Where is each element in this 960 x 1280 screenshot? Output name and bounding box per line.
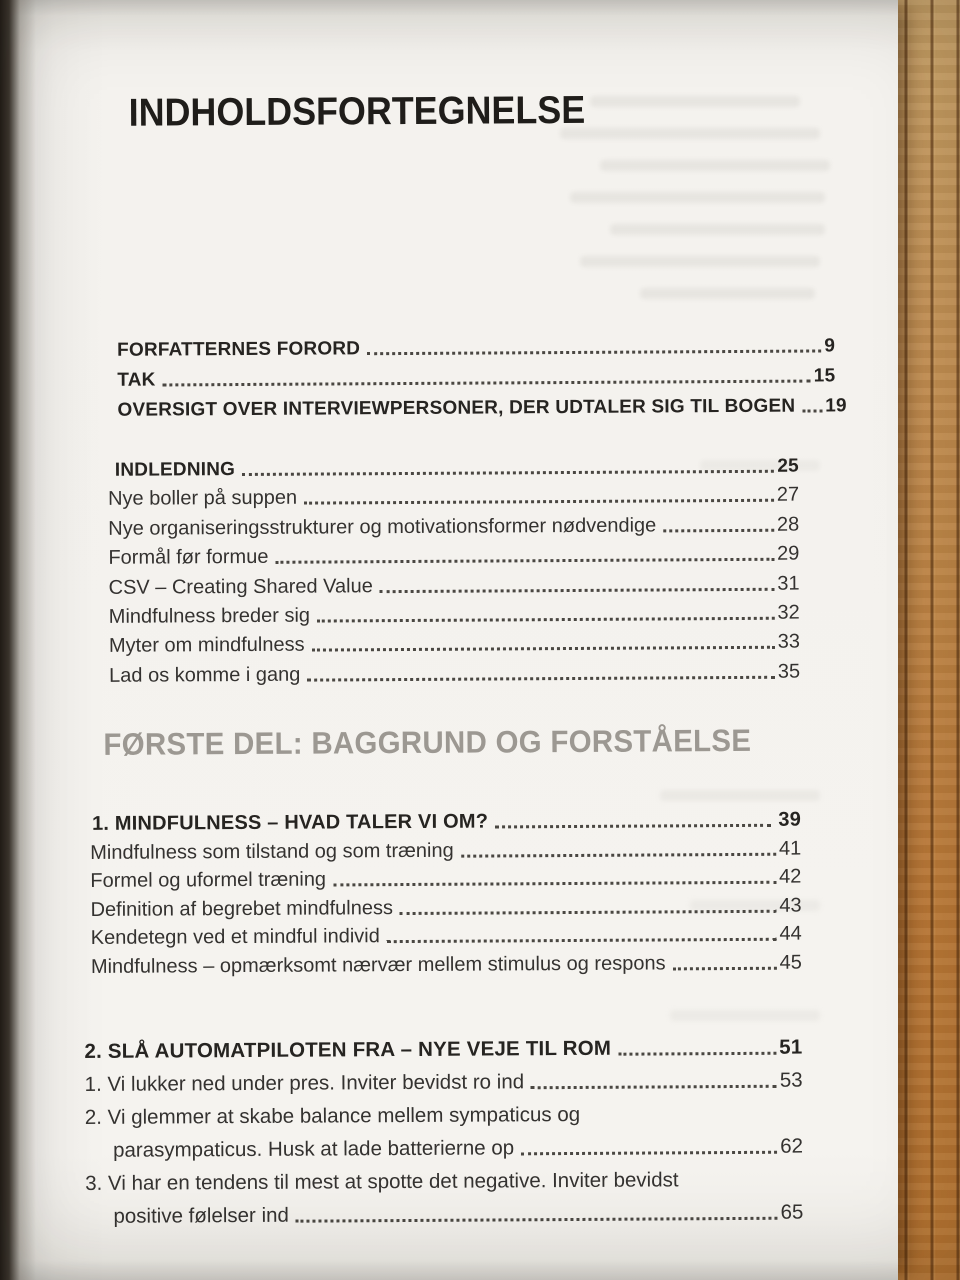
dot-leader [163, 380, 811, 387]
page-showthrough [610, 224, 825, 235]
toc-entry [117, 327, 835, 361]
toc-entry [117, 387, 847, 421]
dot-leader [495, 824, 771, 829]
toc-entry-page: 19 [825, 395, 847, 417]
dot-leader [367, 349, 821, 355]
toc-entry-label: TAK [117, 369, 156, 391]
toc-entry [117, 357, 835, 391]
toc-entry-line1 [85, 1093, 803, 1130]
toc-entry-label: 1. Vi lukker ned under pres. Inviter bevidst ro ind [84, 1070, 525, 1096]
toc-entry-label: CSV – Creating Shared Value [108, 574, 373, 599]
dot-leader [663, 529, 774, 533]
toc-entry-label: Definition af begrebet mindfulness [90, 896, 394, 921]
toc-entry-label: Formel og uformel træning [90, 868, 327, 893]
toc-entry-label: Nye boller på suppen [107, 487, 298, 511]
toc-entry [83, 889, 801, 922]
toc-entry-label: 3. Vi har en tendens til mest at spotte det negative. Inviter bevidst [85, 1168, 679, 1195]
toc-entry-label: Kendetegn ved et mindful individ [90, 925, 380, 950]
page-showthrough [670, 1010, 820, 1021]
page-showthrough [640, 288, 815, 299]
toc-entry [84, 946, 802, 979]
toc-entry [83, 860, 801, 893]
toc-entry [84, 917, 802, 950]
toc-entry-page: 25 [777, 455, 799, 477]
toc-entry-page: 27 [776, 483, 800, 507]
toc-entry-line1 [85, 1159, 803, 1196]
front-matter-section [80, 327, 847, 422]
toc-entry-label: positive følelser ind [113, 1203, 289, 1228]
chapter-1-section [83, 802, 802, 979]
page-title: INDHOLDSFORTEGNELSE [128, 88, 586, 135]
dot-leader [461, 852, 776, 857]
toc-entry-page: 29 [777, 542, 800, 565]
toc-entry-page: 44 [779, 922, 802, 946]
dot-leader [296, 1217, 778, 1223]
indledning-section [81, 448, 800, 688]
dot-leader [521, 1151, 777, 1156]
toc-entry-page: 31 [777, 572, 800, 595]
dot-leader [317, 617, 775, 623]
dot-leader [380, 587, 775, 592]
toc-entry-label: parasympaticus. Husk at lade batterierne op [112, 1136, 515, 1162]
chapter-2-section [84, 1028, 803, 1229]
toc-entry-page: 41 [778, 837, 802, 860]
page-showthrough [560, 128, 820, 139]
toc-chapter-heading [83, 802, 801, 836]
toc-entry-page: 33 [777, 630, 801, 654]
toc-entry-label: Myter om mindfulness [108, 633, 305, 658]
dot-leader [531, 1085, 777, 1090]
toc-entry-page: 9 [824, 335, 836, 357]
toc-entry-page: 39 [778, 808, 802, 831]
dot-leader [333, 881, 776, 887]
page-showthrough [590, 96, 800, 107]
toc-chapter-heading [84, 1028, 802, 1064]
toc-entry-label: 1. MINDFULNESS – HVAD TALER VI OM? [91, 810, 489, 835]
dot-leader [242, 470, 774, 476]
toc-entry-label: 2. Vi glemmer at skabe balance mellem sympaticus og [84, 1102, 581, 1129]
dot-leader [387, 938, 777, 943]
toc-entry-line2 [85, 1126, 803, 1163]
toc-entry-label: Mindfulness – opmærksomt nærvær mellem stimulus og respons [90, 952, 666, 978]
toc-entry-label: Nye organiseringsstrukturer og motivationsformer nødvendige [108, 514, 657, 540]
dot-leader [618, 1052, 776, 1056]
toc-entry [81, 507, 799, 541]
page-showthrough [580, 256, 820, 267]
toc-entry-page: 65 [780, 1200, 804, 1224]
toc-entry-page: 51 [779, 1035, 803, 1059]
dot-leader [802, 409, 822, 412]
toc-entry-label: Mindfulness breder sig [108, 604, 311, 628]
dot-leader [307, 675, 775, 681]
toc-entry-label: Lad os komme i gang [109, 663, 301, 687]
toc-entry [81, 536, 799, 570]
toc-entry [82, 595, 800, 629]
toc-entry-label: OVERSIGT OVER INTERVIEWPERSONER, DER UDTALER SIG TIL BOGEN [117, 395, 796, 421]
toc-entry-label: Formål før formue [108, 546, 269, 569]
dot-leader [304, 499, 774, 505]
toc-entry-page: 45 [779, 951, 802, 974]
dot-leader [312, 646, 775, 652]
page-showthrough [600, 160, 830, 171]
page-showthrough [660, 790, 820, 801]
dot-leader [400, 910, 776, 915]
toc-entry-page: 43 [779, 894, 802, 917]
dot-leader [673, 967, 777, 971]
toc-section-heading [81, 448, 799, 482]
toc-entry [81, 478, 799, 512]
toc-entry-line2 [85, 1192, 803, 1229]
toc-entry [84, 1060, 802, 1097]
toc-entry-page: 15 [813, 365, 836, 387]
toc-entry-label: Mindfulness som tilstand og som træning [90, 839, 454, 864]
toc-entry [81, 566, 799, 600]
toc-entry-label: FORFATTERNES FORORD [117, 338, 361, 361]
toc-entry-page: 32 [777, 601, 800, 624]
toc-entry-page: 53 [779, 1068, 803, 1092]
dot-leader [275, 558, 774, 564]
toc-entry-page: 35 [777, 660, 801, 683]
toc-entry [82, 654, 800, 688]
toc-entry-label: INDLEDNING [114, 459, 236, 481]
page-showthrough [570, 192, 825, 203]
toc-entry [83, 832, 801, 865]
part-heading: FØRSTE DEL: BAGGRUND OG FORSTÅELSE [103, 722, 752, 762]
toc-entry-page: 42 [779, 865, 802, 888]
toc-entry [82, 625, 800, 659]
toc-entry-label: 2. SLÅ AUTOMATPILOTEN FRA – NYE VEJE TIL ROM [84, 1036, 612, 1063]
toc-entry-page: 62 [780, 1134, 804, 1158]
toc-entry-page: 28 [776, 513, 800, 536]
